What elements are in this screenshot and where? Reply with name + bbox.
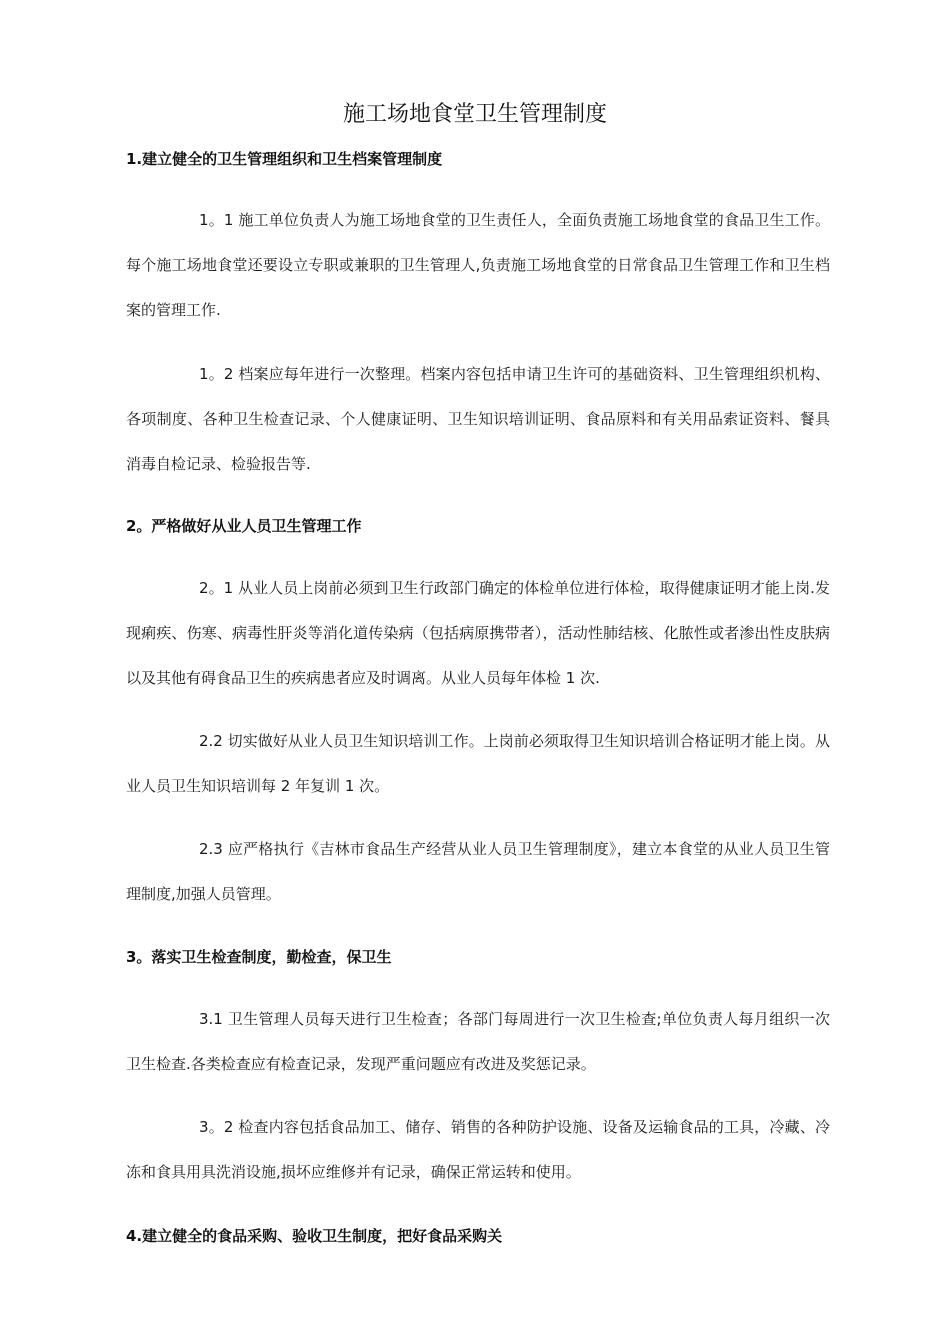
paragraph-3-1: 3.1 卫生管理人员每天进行卫生检查；各部门每周进行一次卫生检查;单位负责人每月组织一次卫生检查.各类检查应有检查记录，发现严重问题应有改进及奖惩记录。 [126, 1010, 830, 1073]
section-heading-3: 3。落实卫生检查制度，勤检查，保卫生 [126, 948, 392, 966]
document-title: 施工场地食堂卫生管理制度 [342, 102, 607, 127]
paragraph-3-2: 3。2 检查内容包括食品加工、储存、销售的各种防护设施、设备及运输食品的工具，冷藏、冷冻和食具用具洗消设施,损坏应维修并有记录，确保正常运转和使用。 [126, 1118, 830, 1181]
paragraph-1-2: 1。2 档案应每年进行一次整理。档案内容包括申请卫生许可的基础资料、卫生管理组织机构、各项制度、各种卫生检查记录、个人健康证明、卫生知识培训证明、食品原料和有关用品索证资料、餐具消毒自检记录、检验报告等. [126, 365, 830, 473]
paragraph-2-3: 2.3 应严格执行《吉林市食品生产经营从业人员卫生管理制度》，建立本食堂的从业人员卫生管理制度,加强人员管理。 [126, 840, 830, 903]
section-heading-1: 1.建立健全的卫生管理组织和卫生档案管理制度 [126, 150, 443, 168]
section-heading-4: 4.建立健全的食品采购、验收卫生制度，把好食品采购关 [126, 1227, 503, 1245]
paragraph-2-1: 2。1 从业人员上岗前必须到卫生行政部门确定的体检单位进行体检，取得健康证明才能上岗.发现痢疾、伤寒、病毒性肝炎等消化道传染病（包括病原携带者），活动性肺结核、化脓性或者渗出性皮肤病以及其他有碍食品卫生的疾病患者应及时调离。从业人员每年体检 1 次. [126, 579, 830, 687]
paragraph-2-2: 2.2 切实做好从业人员卫生知识培训工作。上岗前必须取得卫生知识培训合格证明才能上岗。从业人员卫生知识培训每 2 年复训 1 次。 [126, 732, 830, 795]
paragraph-1-1: 1。1 施工单位负责人为施工场地食堂的卫生责任人，全面负责施工场地食堂的食品卫生工作。每个施工场地食堂还要设立专职或兼职的卫生管理人,负责施工场地食堂的日常食品卫生管理工作和卫生档案的管理工作. [126, 211, 830, 319]
section-heading-2: 2。严格做好从业人员卫生管理工作 [126, 517, 362, 535]
